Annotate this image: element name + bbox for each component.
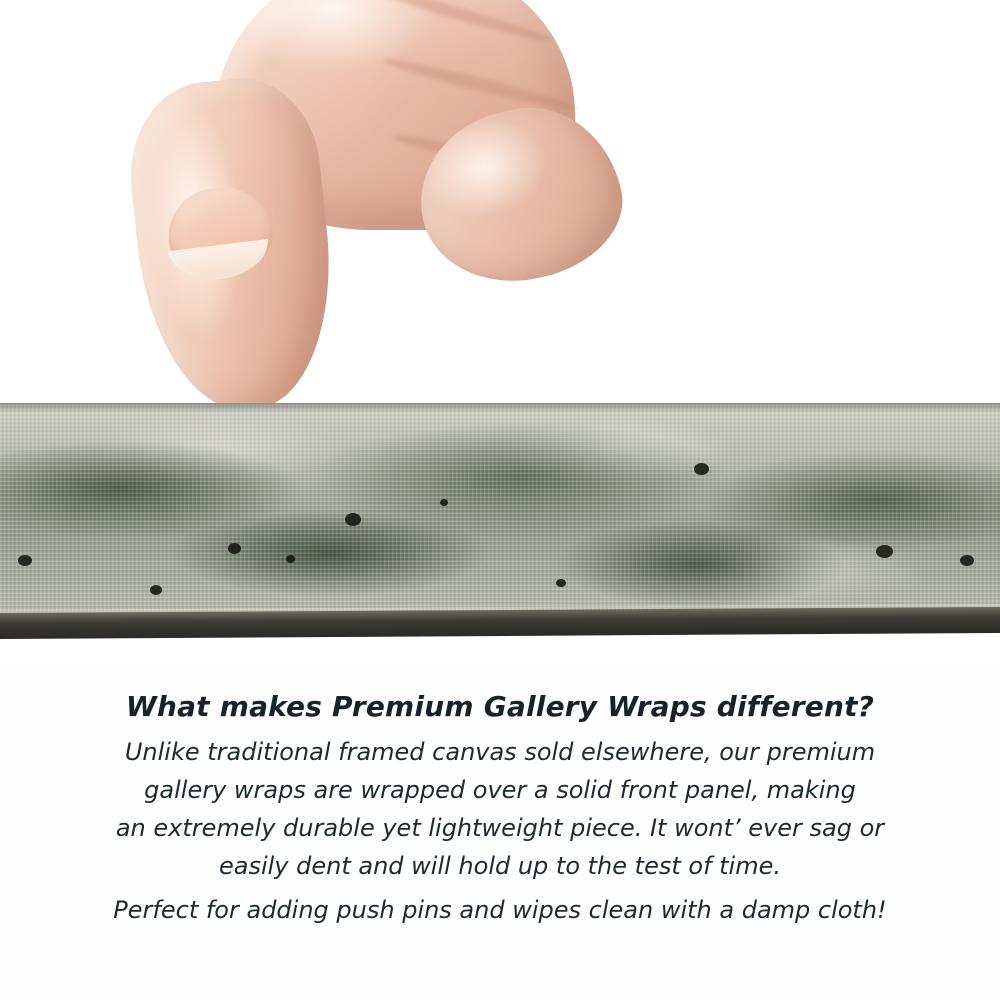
artwork-speck: [228, 543, 241, 554]
artwork-speck: [18, 555, 32, 566]
caption-closing-line: Perfect for adding push pins and wipes clean with a damp cloth!: [113, 896, 887, 924]
caption-line-1: Unlike traditional framed canvas sold elsewhere, our premium: [124, 738, 876, 766]
canvas-weave-texture: [0, 403, 1000, 618]
strip-top-shadow: [0, 403, 1000, 413]
artwork-speck: [150, 585, 162, 595]
artwork-speck: [694, 463, 709, 475]
knuckle-crease: [381, 54, 578, 115]
wrap-side-edge: [0, 607, 1000, 639]
artwork-speck: [345, 513, 361, 526]
canvas-wrap-strip: [0, 403, 1000, 618]
knuckle-crease: [367, 0, 553, 46]
artwork-speck: [960, 555, 974, 566]
caption-block: [0, 690, 1000, 929]
artwork-speck: [556, 579, 566, 587]
artwork-speck: [286, 555, 295, 563]
caption-line-3: an extremely durable yet lightweight piece. It wont’ ever sag or: [115, 814, 885, 842]
caption-title: What makes Premium Gallery Wraps different?: [125, 690, 875, 723]
artwork-speck: [440, 499, 448, 506]
caption-line-2: gallery wraps are wrapped over a solid front panel, making: [144, 776, 856, 804]
hand: [120, 0, 590, 430]
artwork-speck: [876, 545, 893, 558]
caption-line-4: easily dent and will hold up to the test of time.: [218, 852, 781, 880]
